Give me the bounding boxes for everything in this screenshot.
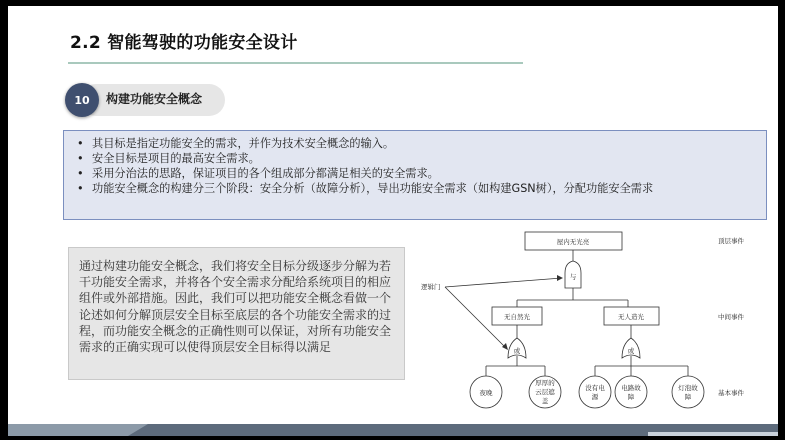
bullet-item: • 采用分治法的思路，保证项目的各个组成部分都满足相关的安全需求。 [92, 166, 756, 181]
fault-tree-diagram [8, 6, 778, 436]
leaf-circuit-line: 电路故 [621, 384, 641, 392]
mid-event-left-label: 无自然光 [504, 313, 530, 321]
leaf-power-line: 源 [591, 393, 599, 401]
leaf-bulb-line: 灯泡故 [678, 384, 698, 392]
bullet-item: • 安全目标是项目的最高安全需求。 [92, 151, 756, 166]
leaf-night-label: 夜晚 [479, 389, 493, 397]
basic-event-bulb [672, 376, 704, 408]
section-heading: 构建功能安全概念 [106, 92, 203, 106]
leaf-cloud-line: 厚厚的 [535, 379, 555, 387]
section-number-badge: 10 [65, 83, 99, 117]
logic-gate-label: 逻辑门 [421, 283, 441, 291]
leaf-cloud-line: 云层遮 [535, 388, 555, 396]
footer-accent-left [8, 424, 148, 436]
footer-wedge [128, 424, 148, 436]
basic-event-power [579, 376, 611, 408]
level-mid-label: 中间事件 [718, 313, 744, 321]
leaf-circuit-line: 障 [627, 393, 635, 401]
bullet-item: • 功能安全概念的构建分三个阶段：安全分析（故障分析），导出功能安全需求（如构建GSN树），分配功能安全需求 [92, 181, 756, 196]
leaf-bulb-line: 障 [684, 393, 692, 401]
description-box: 通过构建功能安全概念，我们将安全目标分级逐步分解为若干功能安全需求，并将各个安全需求分配给系统项目的相应组件或外部措施。因此，我们可以把功能安全概念看做一个论述如何分解顶层安全目标至底层的各个功能安全需求的过程，而功能安全概念的正确性则可以保证，对所有功能安全需求的正确实现可以使得顶层安全目标得以满足 [68, 247, 405, 380]
basic-event-circuit [615, 376, 647, 408]
bullet-item: • 其目标是指定功能安全的需求，并作为技术安全概念的输入。 [92, 136, 756, 151]
slide [8, 6, 778, 436]
leaf-power-line: 没有电 [585, 384, 605, 392]
or-gate-right-label: 或 [627, 347, 635, 355]
level-basic-label: 基本事件 [718, 389, 744, 397]
footer-accent-right [648, 432, 778, 436]
leaf-cloud-line: 盖 [541, 397, 549, 405]
and-gate-label: 与 [569, 273, 577, 281]
level-top-label: 顶层事件 [718, 237, 744, 245]
mid-event-right-label: 无人造光 [618, 313, 644, 321]
or-gate-left-label: 或 [513, 347, 521, 355]
top-event-label: 屋内无光亮 [556, 238, 590, 246]
slide-title: 2.2 智能驾驶的功能安全设计 [70, 33, 298, 53]
